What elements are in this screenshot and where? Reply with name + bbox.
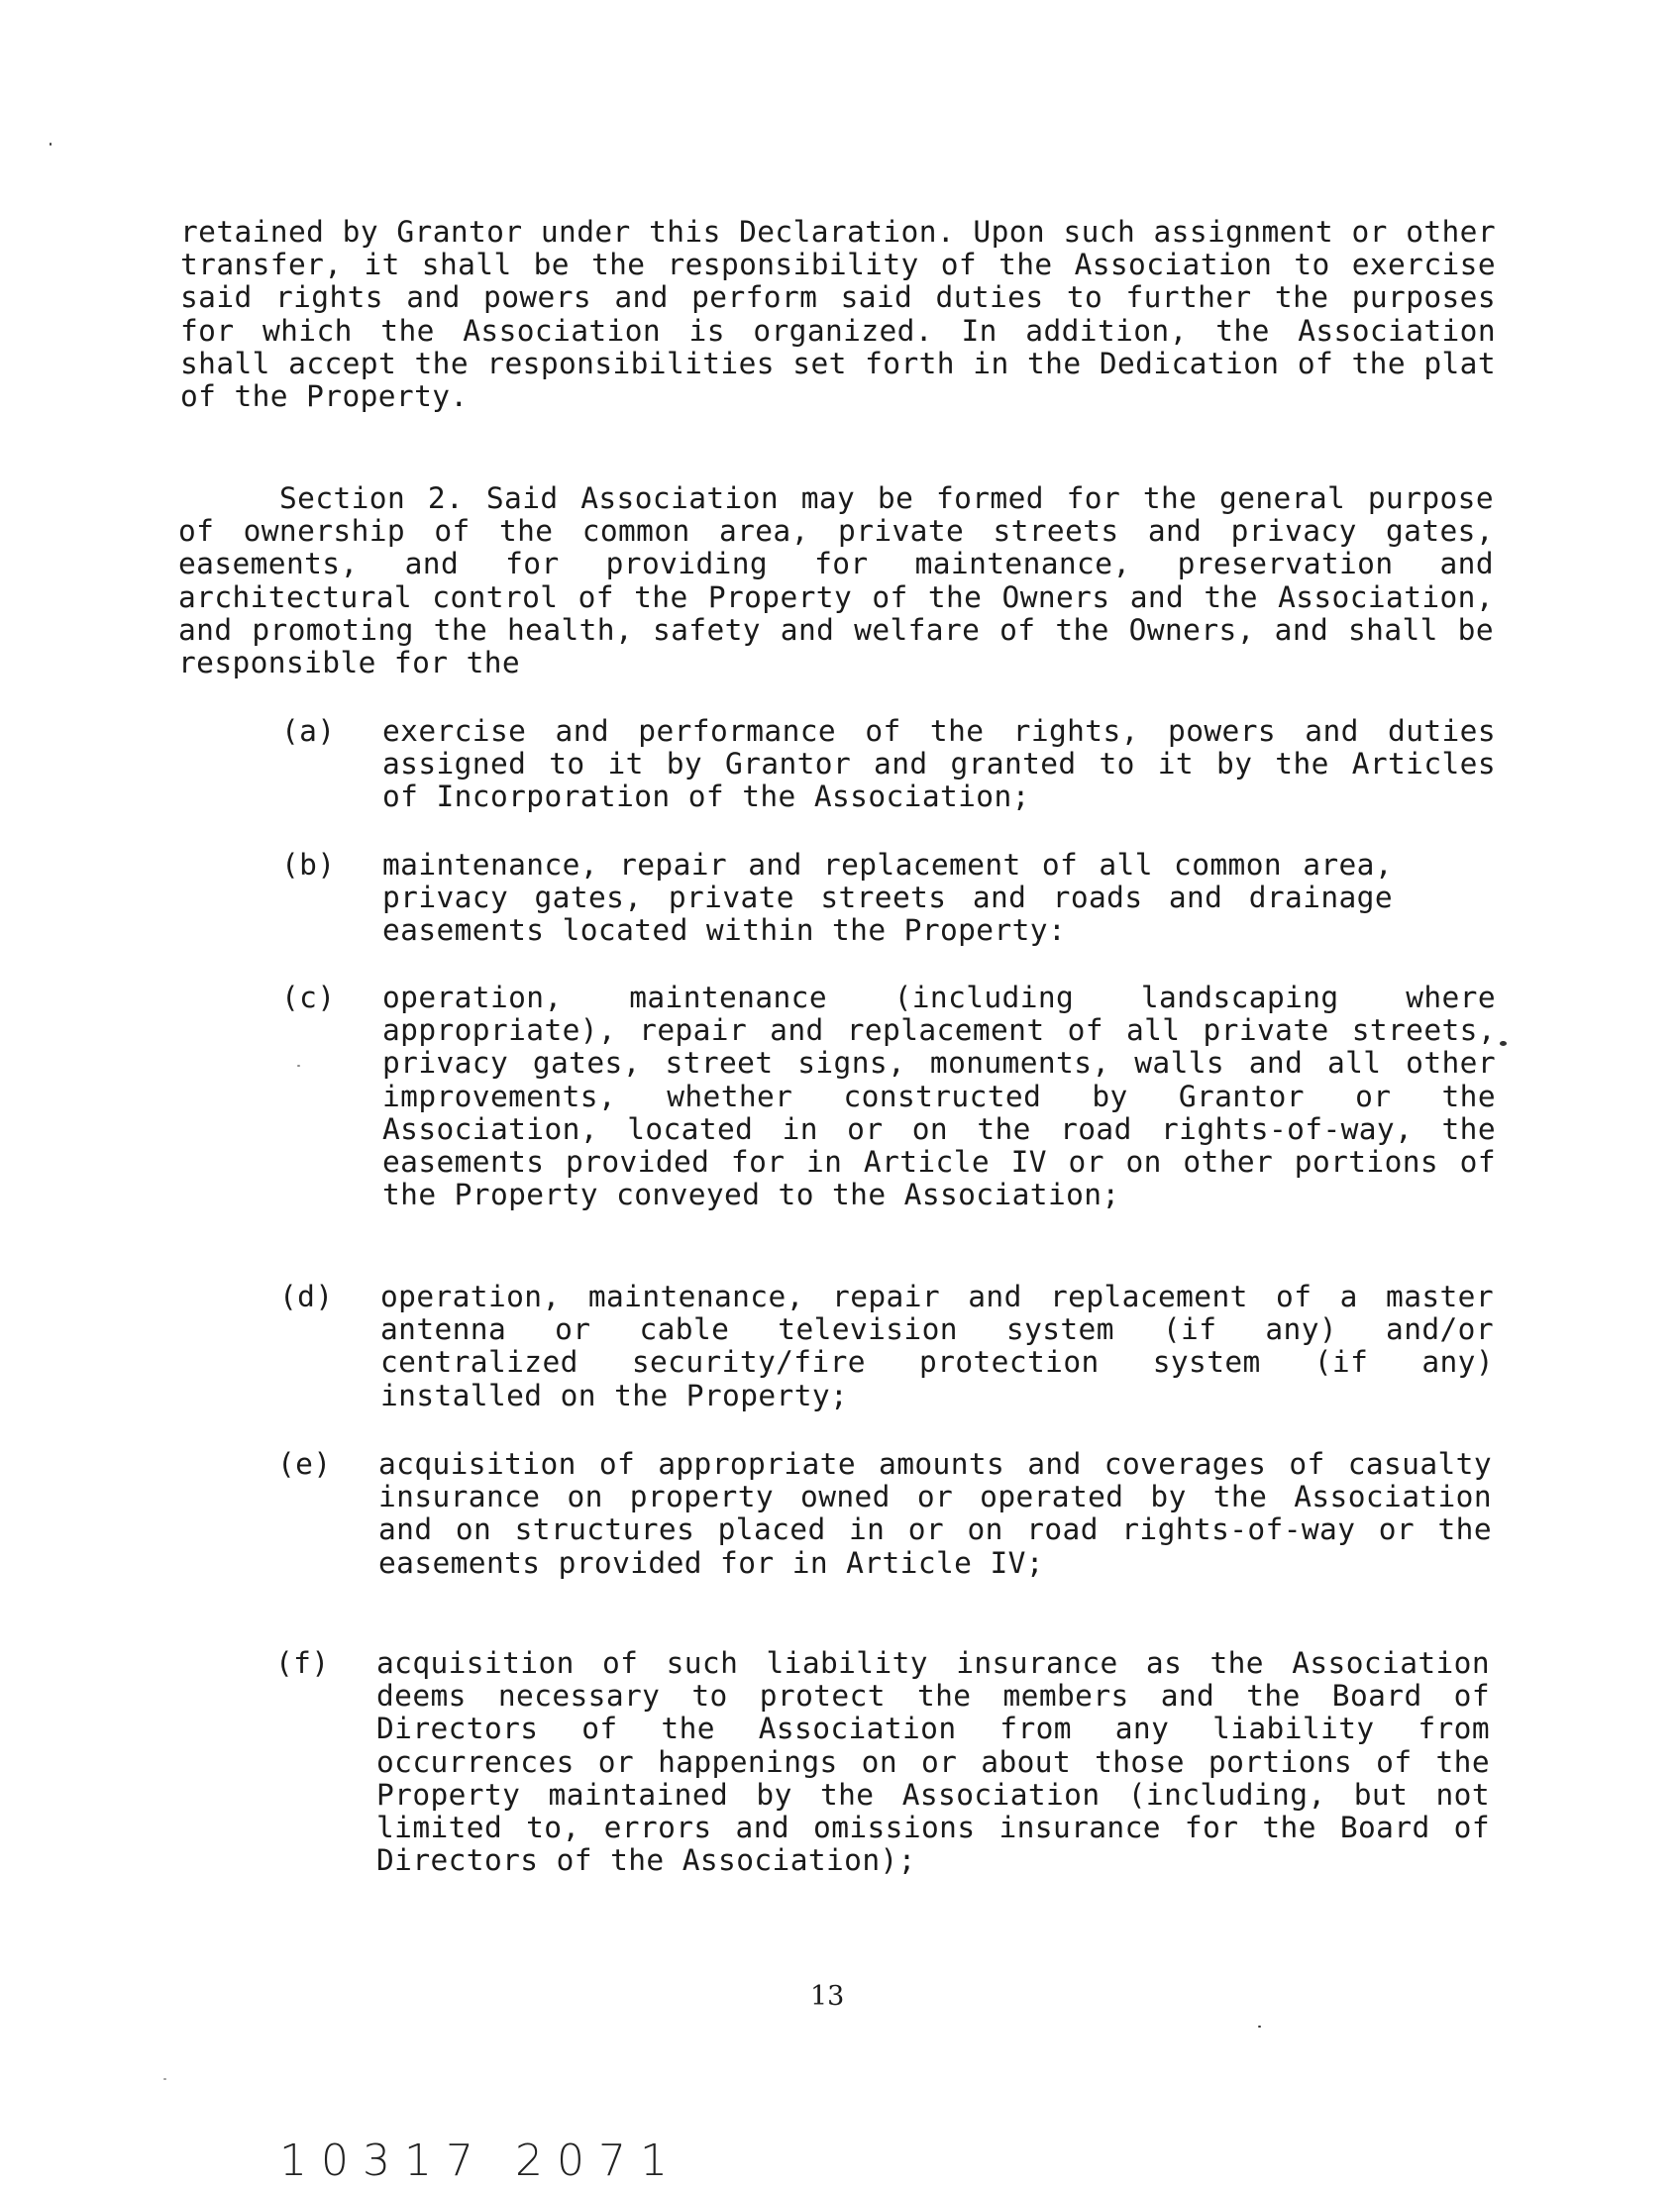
list-item-text: maintenance, repair and replacement of all common area, privacy gates, private streets and roads and drainage easements located within the Property:: [382, 848, 1393, 948]
list-item-f: [275, 1647, 1490, 1925]
list-item-text: operation, maintenance (including landscaping where appropriate), repair and replacement of all private streets, privacy gates, street signs, monuments, walls and all other improvements, whether constructed by Grantor or the Association, located in or on the road rights-of-way, the easements provided for in Article IV or on other portions of the Property conveyed to the Association;: [382, 981, 1496, 1212]
scan-speck: [163, 2078, 166, 2080]
intro-paragraph: [180, 216, 1496, 413]
list-item-label: (c): [281, 981, 336, 1014]
record-stamp: 10317 2071: [279, 2135, 682, 2186]
list-item-label: (d): [279, 1280, 334, 1313]
list-item-text: acquisition of such liability insurance as the Association deems necessary to protect the members and the Board of Directors of the Association from any liability from occurrences or happenings on or about those portions of the Property maintained by the Association (including, but not limited to, errors and omissions insurance for the Board of Directors of the Association);: [376, 1646, 1490, 1878]
list-item-label: (f): [275, 1646, 330, 1680]
list-item-text: exercise and performance of the rights, powers and duties assigned to it by Grantor and granted to it by the Articles of Incorporation of the Association;: [382, 714, 1496, 814]
list-item-label: (a): [281, 714, 336, 748]
list-item-d: [279, 1281, 1494, 1419]
list-item-b: [281, 849, 1496, 958]
list-item-label: (b): [281, 848, 336, 882]
list-item-a: [281, 715, 1496, 824]
list-item-c: [281, 982, 1496, 1259]
section-2-text: Section 2. Said Association may be formed for the general purpose of ownership of the common area, private streets and privacy gates, easements, and for providing for maintenance, preservation and architectural control of the Property of the Owners and the Association, and promoting the health, safety and welfare of the Owners, and shall be responsible for the: [178, 481, 1494, 680]
list-item-e: [277, 1448, 1492, 1616]
intro-paragraph-text: retained by Grantor under this Declaration. Upon such assignment or other transfer, it shall be the responsibility of the Association to exercise said rights and powers and perform said duties to further the purposes for which the Association is organized. In addition, the Association shall accept the responsibilities set forth in the Dedication of the plat of the Property.: [180, 215, 1496, 414]
scan-speck: [50, 143, 52, 146]
scan-speck: [1258, 2026, 1261, 2028]
section-2-paragraph: [178, 482, 1494, 679]
scan-speck: [297, 1065, 300, 1067]
page-number: 13: [810, 1981, 845, 2012]
list-item-text: operation, maintenance, repair and replacement of a master antenna or cable television system (if any) and/or centralized security/fire protection system (if any) installed on the Property;: [380, 1280, 1494, 1412]
scan-speck: [1500, 1041, 1507, 1046]
list-item-label: (e): [277, 1447, 332, 1481]
list-item-text: acquisition of appropriate amounts and coverages of casualty insurance on property owned or operated by the Association and on structures placed in or on road rights-of-way or the easements provided for in Article IV;: [378, 1447, 1492, 1580]
